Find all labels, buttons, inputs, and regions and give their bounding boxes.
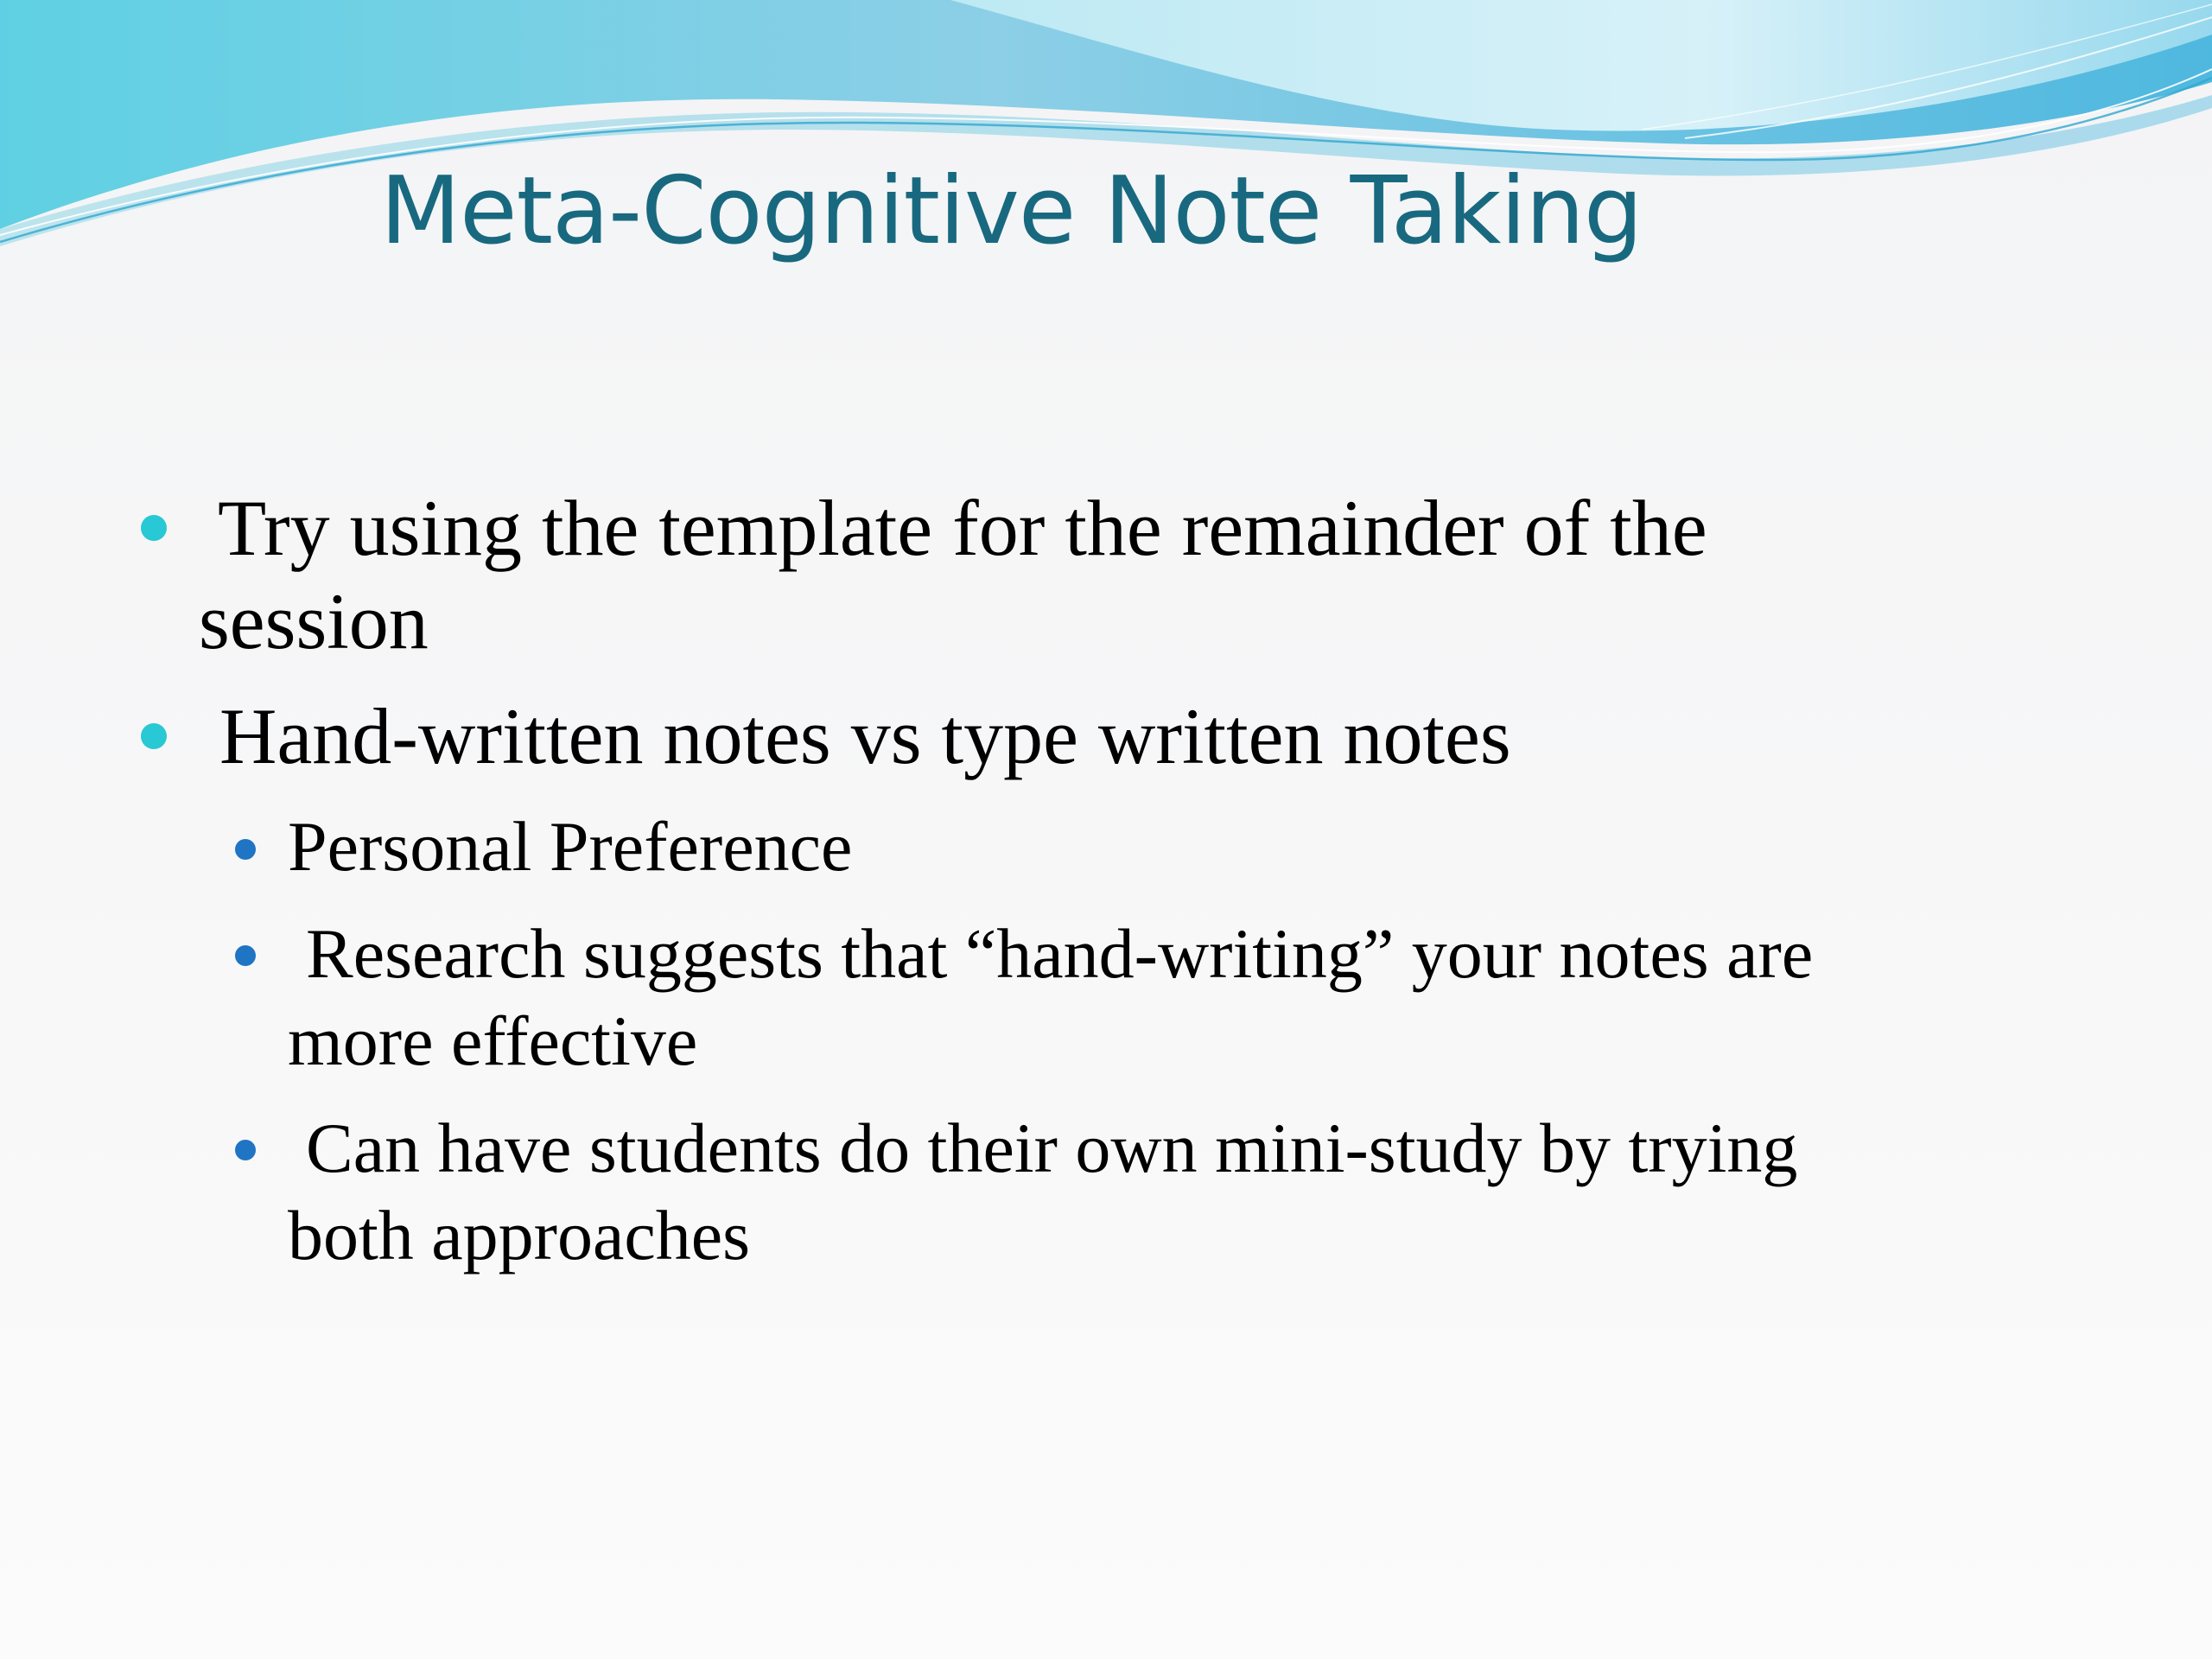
sub-bullet-dot-icon bbox=[235, 839, 256, 860]
bullet-text-line: Hand-written notes vs type written notes bbox=[219, 692, 1511, 780]
sub-bullet-dot-icon bbox=[235, 945, 256, 966]
bullet-dot-icon bbox=[141, 515, 167, 541]
sub-bullet-text-line: Can have students do their own mini-study by trying bbox=[306, 1109, 1798, 1187]
sub-bullet-text-line: both approaches bbox=[288, 1196, 751, 1274]
bullet-dot-icon bbox=[141, 723, 167, 749]
bullet-text-line: session bbox=[199, 577, 429, 665]
slide-title: Meta-Cognitive Note Taking bbox=[380, 157, 1643, 265]
sub-bullet-text-line: Personal Preference bbox=[288, 807, 853, 886]
sub-bullet-text-line: more effective bbox=[288, 1001, 698, 1080]
sub-bullet-text-line: Research suggests that “hand-writing” your notes are bbox=[306, 914, 1814, 993]
sub-bullet-dot-icon bbox=[235, 1140, 256, 1160]
bullet-text-line: Try using the template for the remainder of the bbox=[218, 484, 1707, 572]
